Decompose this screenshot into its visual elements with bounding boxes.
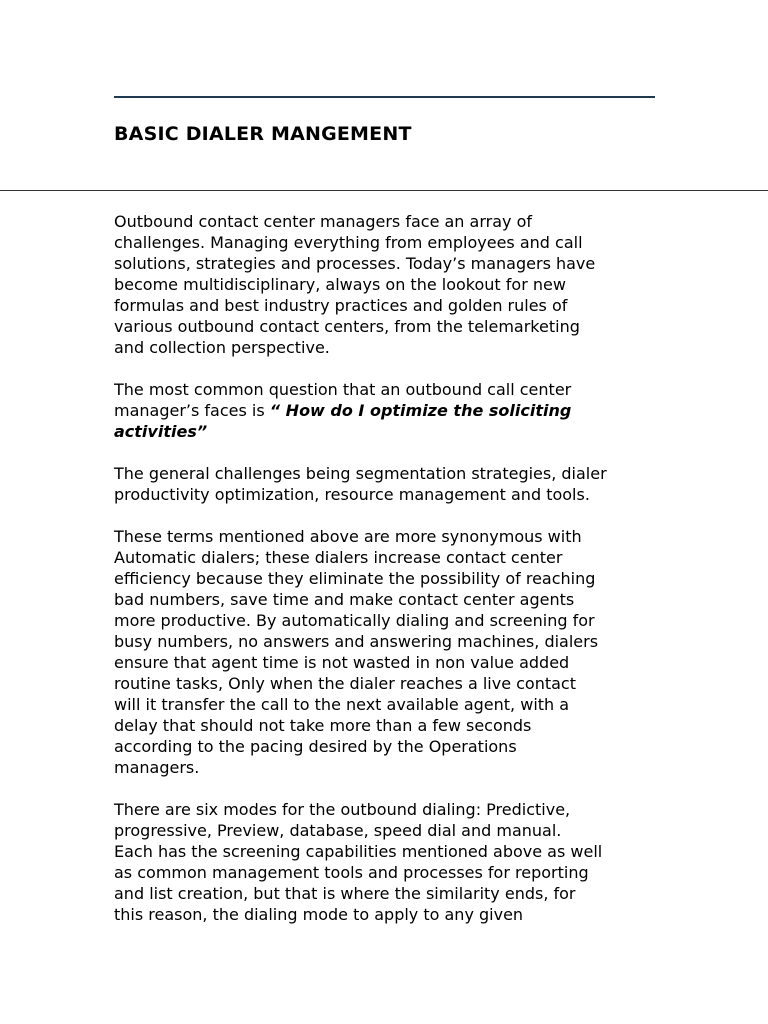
text-line: as common management tools and processes for reporting (114, 863, 589, 882)
text-line (114, 400, 674, 421)
text-line: Outbound contact center managers face an array of (114, 212, 532, 231)
emphasized-question: activities” (114, 422, 208, 441)
text-segment: manager’s faces is (114, 401, 270, 420)
text-line: according to the pacing desired by the Operations (114, 737, 517, 756)
text-line: bad numbers, save time and make contact center agents (114, 590, 575, 609)
document-title: BASIC DIALER MANGEMENT (114, 123, 412, 145)
text-line: become multidisciplinary, always on the lookout for new (114, 275, 566, 294)
text-line: Automatic dialers; these dialers increase contact center (114, 548, 563, 567)
paragraph-2 (114, 379, 674, 442)
document-body (114, 211, 674, 946)
paragraph-4 (114, 526, 674, 778)
text-line: productivity optimization, resource management and tools. (114, 485, 590, 504)
text-line: ensure that agent time is not wasted in non value added (114, 653, 570, 672)
text-line: and list creation, but that is where the similarity ends, for (114, 884, 576, 903)
text-line: efficiency because they eliminate the possibility of reaching (114, 569, 596, 588)
text-line: delay that should not take more than a few seconds (114, 716, 532, 735)
text-line: formulas and best industry practices and golden rules of (114, 296, 568, 315)
emphasized-question: “ How do I optimize the soliciting (269, 401, 572, 420)
section-divider (0, 190, 768, 191)
text-line: busy numbers, no answers and answering machines, dialers (114, 632, 599, 651)
text-line: managers. (114, 758, 200, 777)
text-line: There are six modes for the outbound dialing: Predictive, (114, 800, 571, 819)
text-line: this reason, the dialing mode to apply to any given (114, 905, 524, 924)
text-line: Each has the screening capabilities mentioned above as well (114, 842, 603, 861)
text-line: progressive, Preview, database, speed dial and manual. (114, 821, 562, 840)
text-line: The general challenges being segmentation strategies, dialer (114, 464, 607, 483)
text-line: These terms mentioned above are more synonymous with (114, 527, 582, 546)
text-line: and collection perspective. (114, 338, 330, 357)
text-line: will it transfer the call to the next available agent, with a (114, 695, 570, 714)
text-line: routine tasks, Only when the dialer reaches a live contact (114, 674, 576, 693)
text-line: solutions, strategies and processes. Today’s managers have (114, 254, 596, 273)
header-rule (114, 96, 655, 98)
text-line: challenges. Managing everything from employees and call (114, 233, 583, 252)
paragraph-1 (114, 211, 674, 358)
text-line: The most common question that an outbound call center (114, 380, 572, 399)
paragraph-3 (114, 463, 674, 505)
paragraph-5 (114, 799, 674, 925)
text-line: more productive. By automatically dialing and screening for (114, 611, 595, 630)
text-line: various outbound contact centers, from the telemarketing (114, 317, 580, 336)
